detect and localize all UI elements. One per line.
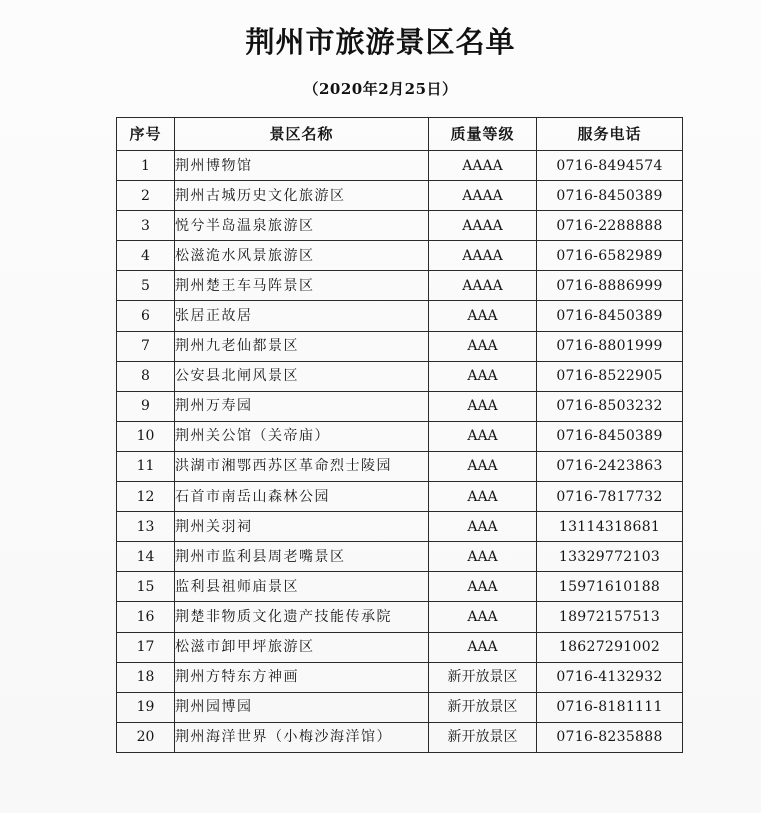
quality-grade-cell: AAA xyxy=(429,512,537,542)
row-number-cell: 11 xyxy=(117,451,175,481)
row-number-cell: 16 xyxy=(117,602,175,632)
scenic-spot-name-cell: 荆楚非物质文化遗产技能传承院 xyxy=(175,602,429,632)
scenic-spot-name-cell: 荆州关羽祠 xyxy=(175,512,429,542)
service-phone-cell: 0716-6582989 xyxy=(537,241,683,271)
row-number-cell: 1 xyxy=(117,151,175,181)
service-phone-cell: 18972157513 xyxy=(537,602,683,632)
quality-grade-cell: AAA xyxy=(429,451,537,481)
row-number-cell: 3 xyxy=(117,211,175,241)
row-number-cell: 10 xyxy=(117,421,175,451)
row-number-cell: 5 xyxy=(117,271,175,301)
scenic-spot-name-cell: 公安县北闸风景区 xyxy=(175,361,429,391)
table-row xyxy=(117,512,683,542)
row-number-cell: 13 xyxy=(117,512,175,542)
service-phone-cell: 0716-8522905 xyxy=(537,361,683,391)
table-row xyxy=(117,602,683,632)
quality-grade-cell: AAA xyxy=(429,482,537,512)
quality-grade-cell: AAA xyxy=(429,361,537,391)
service-phone-cell: 0716-7817732 xyxy=(537,482,683,512)
service-phone-cell: 0716-4132932 xyxy=(537,662,683,692)
quality-grade-cell: AAAA xyxy=(429,181,537,211)
service-phone-cell: 0716-8494574 xyxy=(537,151,683,181)
header-phone: 服务电话 xyxy=(537,118,683,151)
quality-grade-cell: AAA xyxy=(429,421,537,451)
quality-grade-cell: AAA xyxy=(429,331,537,361)
table-row xyxy=(117,241,683,271)
quality-grade-cell: AAAA xyxy=(429,151,537,181)
row-number-cell: 18 xyxy=(117,662,175,692)
table-row xyxy=(117,482,683,512)
service-phone-cell: 0716-8450389 xyxy=(537,421,683,451)
table-header-row xyxy=(117,118,683,151)
table-row xyxy=(117,722,683,752)
table-row xyxy=(117,572,683,602)
table-row xyxy=(117,271,683,301)
header-grade: 质量等级 xyxy=(429,118,537,151)
service-phone-cell: 13114318681 xyxy=(537,512,683,542)
scenic-spot-name-cell: 荆州关公馆（关帝庙） xyxy=(175,421,429,451)
scenic-spot-name-cell: 荆州古城历史文化旅游区 xyxy=(175,181,429,211)
scenic-spot-name-cell: 悦兮半岛温泉旅游区 xyxy=(175,211,429,241)
service-phone-cell: 0716-8181111 xyxy=(537,692,683,722)
quality-grade-cell: AAAA xyxy=(429,241,537,271)
table-row xyxy=(117,692,683,722)
scenic-spot-name-cell: 荆州万寿园 xyxy=(175,391,429,421)
scenic-spot-name-cell: 荆州博物馆 xyxy=(175,151,429,181)
header-no: 序号 xyxy=(117,118,175,151)
scenic-spot-name-cell: 张居正故居 xyxy=(175,301,429,331)
quality-grade-cell: AAA xyxy=(429,301,537,331)
row-number-cell: 9 xyxy=(117,391,175,421)
service-phone-cell: 0716-2423863 xyxy=(537,451,683,481)
scenic-spot-name-cell: 监利县祖师庙景区 xyxy=(175,572,429,602)
table-row xyxy=(117,542,683,572)
row-number-cell: 15 xyxy=(117,572,175,602)
service-phone-cell: 0716-2288888 xyxy=(537,211,683,241)
table-row xyxy=(117,211,683,241)
quality-grade-cell: AAA xyxy=(429,602,537,632)
row-number-cell: 12 xyxy=(117,482,175,512)
service-phone-cell: 13329772103 xyxy=(537,542,683,572)
quality-grade-cell: 新开放景区 xyxy=(429,662,537,692)
row-number-cell: 4 xyxy=(117,241,175,271)
quality-grade-cell: AAA xyxy=(429,391,537,421)
quality-grade-cell: AAA xyxy=(429,572,537,602)
row-number-cell: 20 xyxy=(117,722,175,752)
table-row xyxy=(117,451,683,481)
service-phone-cell: 0716-8503232 xyxy=(537,391,683,421)
scenic-spot-name-cell: 荆州九老仙都景区 xyxy=(175,331,429,361)
table-row xyxy=(117,361,683,391)
scenic-spot-name-cell: 荆州市监利县周老嘴景区 xyxy=(175,542,429,572)
scenic-spot-name-cell: 石首市南岳山森林公园 xyxy=(175,482,429,512)
row-number-cell: 17 xyxy=(117,632,175,662)
quality-grade-cell: 新开放景区 xyxy=(429,692,537,722)
document-title: 荆州市旅游景区名单 xyxy=(245,25,516,59)
scenic-spot-name-cell: 荆州园博园 xyxy=(175,692,429,722)
table-row xyxy=(117,632,683,662)
table-row xyxy=(117,151,683,181)
table-body xyxy=(117,151,683,753)
quality-grade-cell: AAA xyxy=(429,632,537,662)
service-phone-cell: 0716-8886999 xyxy=(537,271,683,301)
service-phone-cell: 0716-8450389 xyxy=(537,181,683,211)
scenic-spot-name-cell: 松滋洈水风景旅游区 xyxy=(175,241,429,271)
row-number-cell: 6 xyxy=(117,301,175,331)
scenic-spot-name-cell: 荆州楚王车马阵景区 xyxy=(175,271,429,301)
table-row xyxy=(117,421,683,451)
row-number-cell: 14 xyxy=(117,542,175,572)
service-phone-cell: 15971610188 xyxy=(537,572,683,602)
table-row xyxy=(117,301,683,331)
quality-grade-cell: AAAA xyxy=(429,211,537,241)
table-row xyxy=(117,662,683,692)
row-number-cell: 8 xyxy=(117,361,175,391)
scenic-spot-name-cell: 荆州方特东方神画 xyxy=(175,662,429,692)
service-phone-cell: 0716-8235888 xyxy=(537,722,683,752)
row-number-cell: 19 xyxy=(117,692,175,722)
scenic-spot-name-cell: 洪湖市湘鄂西苏区革命烈士陵园 xyxy=(175,451,429,481)
scenic-spot-name-cell: 荆州海洋世界（小梅沙海洋馆） xyxy=(175,722,429,752)
quality-grade-cell: AAA xyxy=(429,542,537,572)
quality-grade-cell: 新开放景区 xyxy=(429,722,537,752)
table-row xyxy=(117,391,683,421)
quality-grade-cell: AAAA xyxy=(429,271,537,301)
service-phone-cell: 0716-8450389 xyxy=(537,301,683,331)
table-row xyxy=(117,181,683,211)
row-number-cell: 2 xyxy=(117,181,175,211)
row-number-cell: 7 xyxy=(117,331,175,361)
service-phone-cell: 0716-8801999 xyxy=(537,331,683,361)
table-row xyxy=(117,331,683,361)
service-phone-cell: 18627291002 xyxy=(537,632,683,662)
header-name: 景区名称 xyxy=(175,118,429,151)
scenic-spot-table xyxy=(116,117,683,753)
scenic-spot-name-cell: 松滋市卸甲坪旅游区 xyxy=(175,632,429,662)
document-date: （2020年2月25日） xyxy=(303,80,458,98)
